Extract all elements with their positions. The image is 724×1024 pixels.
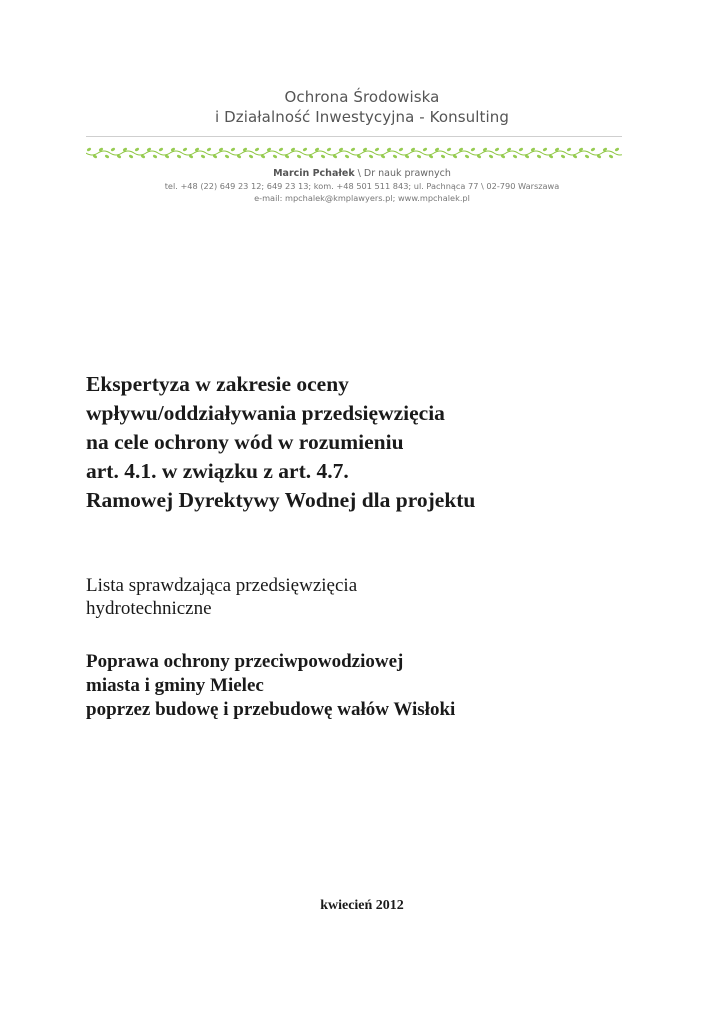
project-title-line: Poprawa ochrony przeciwpowodziowej <box>86 651 404 672</box>
document-subtitle <box>86 574 646 620</box>
document-title-line: art. 4.1. w związku z art. 4.7. <box>86 459 349 483</box>
document-title-line: Ramowej Dyrektywy Wodnej dla projektu <box>86 488 476 512</box>
document-title-line: Ekspertyza w zakresie oceny <box>86 372 349 396</box>
contact-phone-address: tel. +48 (22) 649 23 12; 649 23 13; kom. +48 501 511 843; ul. Pachnąca 77 \ 02-790 Warszawa <box>164 181 560 191</box>
contact-email-web: e-mail: mpchalek@kmplawyers.pl; www.mpchalek.pl <box>254 193 470 203</box>
document-title <box>86 370 686 515</box>
document-title-line: wpływu/oddziaływania przedsięwzięcia <box>86 401 445 425</box>
project-title <box>86 650 646 722</box>
header-divider <box>86 136 622 137</box>
leaf-ornament-border <box>86 145 622 161</box>
contact-title: \ Dr nauk prawnych <box>354 168 451 179</box>
contact-name: Marcin Pchałek <box>273 168 355 179</box>
contact-name-line <box>0 168 724 179</box>
document-date: kwiecień 2012 <box>320 898 404 913</box>
document-subtitle-line: hydrotechniczne <box>86 598 212 619</box>
document-title-line: na cele ochrony wód w rozumieniu <box>86 430 404 454</box>
organization-name-line-1: Ochrona Środowiska <box>284 88 440 106</box>
document-subtitle-line: Lista sprawdzająca przedsięwzięcia <box>86 575 358 596</box>
project-title-line: poprzez budowę i przebudowę wałów Wisłoki <box>86 699 456 720</box>
organization-name-line-2: i Działalność Inwestycyjna - Konsulting <box>214 108 510 126</box>
project-title-line: miasta i gminy Mielec <box>86 675 264 696</box>
